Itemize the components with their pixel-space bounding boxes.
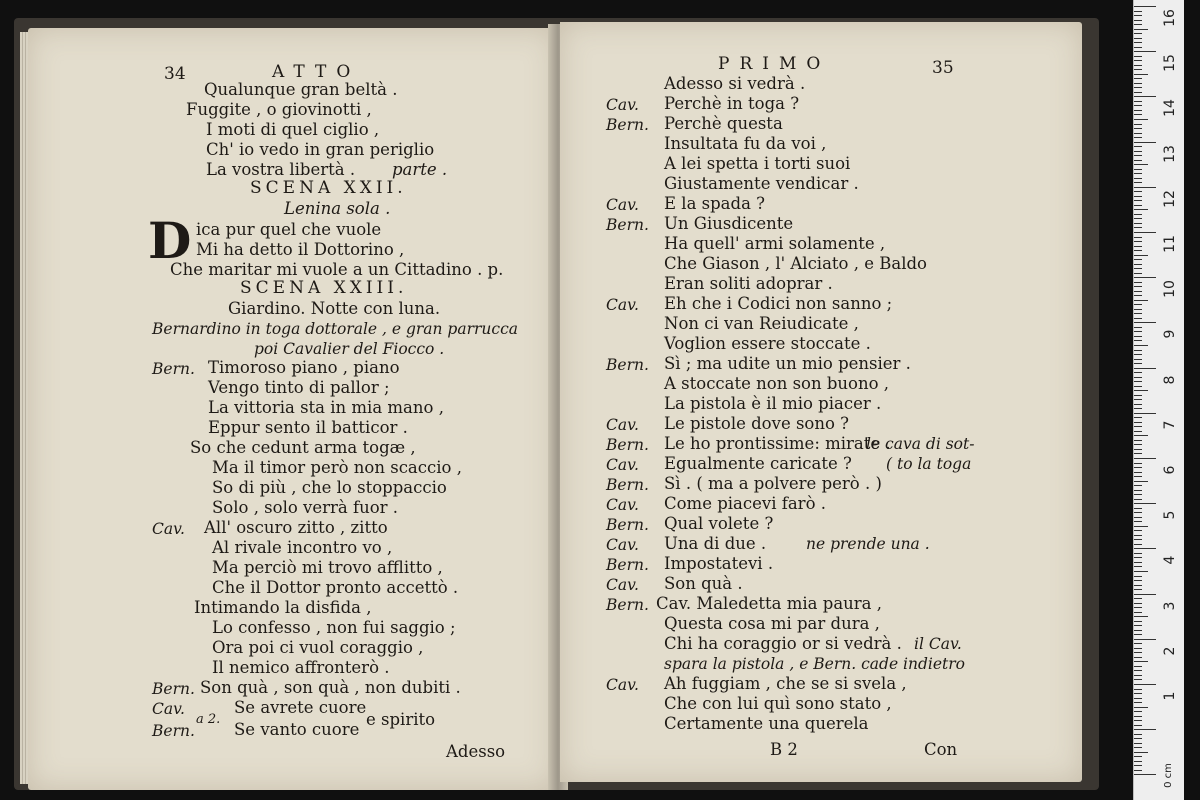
- ruler-tick: [1134, 395, 1142, 396]
- running-header-left: ATTO: [272, 62, 361, 82]
- stage-note: ne prende una .: [806, 535, 930, 553]
- verse-line: Qual volete ?: [664, 514, 774, 533]
- ruler-tick: [1134, 92, 1142, 93]
- ruler-tick: [1134, 625, 1142, 626]
- ruler-tick: [1134, 205, 1142, 206]
- ruler-tick: [1134, 734, 1142, 735]
- ruler-tick: [1134, 426, 1142, 427]
- ruler-tick: [1134, 327, 1142, 328]
- ruler-tick: [1134, 639, 1156, 640]
- speaker-label: Bern.: [606, 556, 649, 574]
- verse-line: La vittoria sta in mia mano ,: [208, 398, 444, 417]
- ruler-tick: [1134, 246, 1142, 247]
- ruler-tick: [1134, 29, 1148, 30]
- ruler-tick: [1134, 594, 1156, 595]
- speaker-label: Cav.: [152, 520, 185, 538]
- ruler-tick: [1134, 463, 1142, 464]
- ruler-tick: [1134, 96, 1156, 97]
- ruler-tick: [1134, 295, 1142, 296]
- verse-line: Che con lui quì sono stato ,: [664, 694, 892, 713]
- ruler-tick: [1134, 576, 1142, 577]
- ruler-tick: [1134, 187, 1156, 188]
- verse-line: Adesso si vedrà .: [664, 74, 806, 93]
- verse-line: So di più , che lo stoppaccio: [212, 478, 447, 497]
- ruler-tick: [1134, 675, 1142, 676]
- ruler-tick: [1134, 182, 1142, 183]
- ruler-tick: [1134, 517, 1142, 518]
- ruler-tick: [1134, 481, 1148, 482]
- ruler-tick: [1134, 499, 1142, 500]
- ruler-tick: [1134, 268, 1142, 269]
- ruler-tick: [1134, 553, 1142, 554]
- ruler-tick: [1134, 530, 1142, 531]
- speaker-label: Cav.: [606, 676, 639, 694]
- ruler-tick: [1134, 345, 1148, 346]
- verse-line: Ma perciò mi trovo afflitto ,: [212, 558, 443, 577]
- verse-line: Sì ; ma udite un mio pensier .: [664, 354, 911, 373]
- ruler-tick: [1134, 634, 1142, 635]
- speaker-label: Cav.: [606, 576, 639, 594]
- ruler-tick: [1134, 322, 1156, 323]
- verse-line: Un Giusdicente: [664, 214, 794, 233]
- ruler-tick: [1134, 580, 1142, 581]
- ruler-tick: [1134, 173, 1142, 174]
- ruler-number: 14: [1162, 99, 1178, 118]
- verse-line: Timoroso piano , piano: [208, 358, 400, 377]
- ruler-tick: [1134, 336, 1142, 337]
- ruler-tick: [1134, 214, 1142, 215]
- ruler-tick: [1134, 6, 1156, 7]
- ruler-number: 16: [1162, 9, 1178, 27]
- ruler-tick: [1134, 621, 1142, 622]
- ruler-tick: [1134, 20, 1142, 21]
- ruler-tick: [1134, 255, 1148, 256]
- verse-line: Vengo tinto di pallor ;: [208, 378, 390, 397]
- ruler-tick: [1134, 413, 1156, 414]
- verse-line: La pistola è il mio piacer .: [664, 394, 882, 413]
- verse-line: Il nemico affronterò .: [212, 658, 390, 677]
- ruler-tick: [1134, 607, 1142, 608]
- ruler-tick: [1134, 340, 1142, 341]
- verse-line: Una di due .: [664, 534, 767, 553]
- ruler-tick: [1134, 494, 1142, 495]
- drop-cap: D: [148, 211, 192, 270]
- ruler-tick: [1134, 146, 1142, 147]
- ruler-tick: [1134, 232, 1156, 233]
- verse-line: All' oscuro zitto , zitto: [204, 518, 388, 537]
- speaker-label: Bern.: [606, 516, 649, 534]
- ruler-tick: [1134, 774, 1156, 775]
- verse-line: Eppur sento il batticor .: [208, 418, 408, 437]
- verse-line: A stoccate non son buono ,: [664, 374, 890, 393]
- verse-line: E la spada ?: [664, 194, 766, 213]
- verse-line: Son quà .: [664, 574, 743, 593]
- speaker-label: Cav.: [152, 700, 185, 718]
- ruler-tick: [1134, 544, 1142, 545]
- verse-line: A lei spetta i torti suoi: [664, 154, 851, 173]
- ruler-tick: [1134, 241, 1142, 242]
- ruler-tick: [1134, 331, 1142, 332]
- ruler-tick: [1134, 178, 1142, 179]
- ruler-tick: [1134, 350, 1142, 351]
- verse-line: Ha quell' armi solamente ,: [664, 234, 886, 253]
- ruler-tick: [1134, 105, 1142, 106]
- verse-line: ica pur quel che vuole: [196, 220, 382, 239]
- ruler-tick: [1134, 60, 1142, 61]
- ruler-tick: [1134, 661, 1148, 662]
- ruler-tick: [1134, 657, 1142, 658]
- verse-line: Son quà , son quà , non dubiti .: [200, 678, 461, 697]
- ruler-tick: [1134, 566, 1142, 567]
- speaker-label: Cav.: [606, 196, 639, 214]
- ruler-tick: [1134, 209, 1148, 210]
- ruler-tick: [1134, 702, 1142, 703]
- ruler-tick: [1134, 372, 1142, 373]
- stage-direction: poi Cavalier del Fiocco .: [254, 340, 445, 358]
- ruler-number: 5: [1162, 510, 1178, 520]
- right-page: [560, 22, 1082, 782]
- ruler-tick: [1134, 684, 1156, 685]
- ruler-tick: [1134, 765, 1142, 766]
- ruler-tick: [1134, 548, 1156, 549]
- ruler-tick: [1134, 571, 1148, 572]
- ruler-tick: [1134, 309, 1142, 310]
- ruler-tick: [1134, 237, 1142, 238]
- verse-line: I moti di quel ciglio ,: [206, 120, 380, 139]
- speaker-label: Bern.: [606, 216, 649, 234]
- ruler-number: 15: [1162, 54, 1178, 73]
- stage-note: parte .: [392, 160, 448, 179]
- stage-direction: spara la pistola , e Bern. cade indietro: [664, 655, 966, 673]
- ruler-tick: [1134, 557, 1142, 558]
- ruler-tick: [1134, 223, 1142, 224]
- ruler-number: 7: [1162, 420, 1178, 430]
- ruler-tick: [1134, 399, 1142, 400]
- speaker-label: Bern.: [152, 360, 195, 378]
- verse-line: Le pistole dove sono ?: [664, 414, 850, 433]
- ruler-tick: [1134, 38, 1142, 39]
- ruler-tick: [1134, 431, 1142, 432]
- ruler-tick: [1134, 291, 1142, 292]
- ruler-tick: [1134, 729, 1156, 730]
- ruler-tick: [1134, 259, 1142, 260]
- verse-line: Eh che i Codici non sanno ;: [664, 294, 893, 313]
- stage-note: ( to la toga: [886, 455, 972, 473]
- ruler-tick: [1134, 512, 1142, 513]
- ruler-number: 12: [1162, 189, 1178, 208]
- ruler-tick: [1134, 770, 1142, 771]
- ruler-tick: [1134, 15, 1142, 16]
- ruler-tick: [1134, 585, 1142, 586]
- ruler-tick: [1134, 693, 1142, 694]
- ruler-tick: [1134, 648, 1142, 649]
- ruler-tick: [1134, 643, 1142, 644]
- ruler-tick: [1134, 114, 1142, 115]
- ruler-tick: [1134, 408, 1142, 409]
- ruler-tick: [1134, 652, 1142, 653]
- ruler-tick: [1134, 720, 1142, 721]
- ruler-tick: [1134, 78, 1142, 79]
- speaker-label: Bern.: [606, 436, 649, 454]
- ruler-tick: [1134, 616, 1148, 617]
- ruler-tick: [1134, 169, 1142, 170]
- speaker-label: Bern.: [606, 476, 649, 494]
- ruler-tick: [1134, 449, 1142, 450]
- verse-line: Intimando la disfida ,: [194, 598, 372, 617]
- ruler-tick: [1134, 87, 1142, 88]
- ruler-tick: [1134, 453, 1142, 454]
- ruler-tick: [1134, 11, 1142, 12]
- ruler-tick: [1134, 472, 1142, 473]
- scene-subheading: Lenina sola .: [284, 199, 391, 218]
- ruler-unit-label: 0 cm: [1162, 763, 1174, 788]
- ruler-tick: [1134, 151, 1142, 152]
- ruler-tick: [1134, 286, 1142, 287]
- verse-line: Ma il timor però non scaccio ,: [212, 458, 462, 477]
- ruler-tick: [1134, 273, 1142, 274]
- ruler-tick: [1134, 535, 1142, 536]
- ruler-tick: [1134, 490, 1142, 491]
- ruler-number: 13: [1162, 144, 1178, 163]
- speaker-label: Bern.: [606, 596, 649, 614]
- ruler-tick: [1134, 435, 1148, 436]
- ruler-tick: [1134, 33, 1142, 34]
- verse-line: Impostatevi .: [664, 554, 774, 573]
- ruler-tick: [1134, 124, 1142, 125]
- ruler-tick: [1134, 440, 1142, 441]
- ruler-tick: [1134, 476, 1142, 477]
- stage-note: le cava di sot-: [866, 435, 975, 453]
- ruler-tick: [1134, 589, 1142, 590]
- ruler-tick: [1134, 359, 1142, 360]
- scene-heading: SCENA XXIII.: [240, 278, 408, 298]
- ruler-tick: [1134, 277, 1156, 278]
- verse-line: Giustamente vendicar .: [664, 174, 859, 193]
- ruler-tick: [1134, 69, 1142, 70]
- verse-line: Ch' io vedo in gran periglio: [206, 140, 435, 159]
- ruler-tick: [1134, 747, 1142, 748]
- ruler-tick: [1134, 74, 1148, 75]
- ruler-tick: [1134, 679, 1142, 680]
- ruler-tick: [1134, 630, 1142, 631]
- verse-line: Come piacevi farò .: [664, 494, 826, 513]
- ruler-tick: [1134, 503, 1156, 504]
- verse-line: Chi ha coraggio or si vedrà .: [664, 634, 902, 653]
- ruler-number: 2: [1162, 646, 1178, 656]
- ruler-tick: [1134, 128, 1142, 129]
- ruler-tick: [1134, 386, 1142, 387]
- verse-line: Le ho prontissime: mirate .: [664, 434, 891, 453]
- verse-line: Perchè in toga ?: [664, 94, 800, 113]
- ruler-tick: [1134, 313, 1142, 314]
- ruler-tick: [1134, 390, 1148, 391]
- page-number-right: 35: [932, 58, 954, 78]
- speaker-label: Cav.: [606, 456, 639, 474]
- ruler-tick: [1134, 598, 1142, 599]
- ruler-tick: [1134, 47, 1142, 48]
- ruler-tick: [1134, 539, 1142, 540]
- ruler-tick: [1134, 160, 1142, 161]
- ruler-tick: [1134, 444, 1142, 445]
- ruler-tick: [1134, 318, 1142, 319]
- ruler-tick: [1134, 137, 1142, 138]
- ruler-tick: [1134, 155, 1142, 156]
- verse-line: Mi ha detto il Dottorino ,: [196, 240, 405, 259]
- speaker-label: Cav.: [606, 416, 639, 434]
- verse-line: e spirito: [366, 710, 436, 729]
- verse-line: Che Giason , l' Alciato , e Baldo: [664, 254, 927, 273]
- ruler-tick: [1134, 65, 1142, 66]
- ruler-tick: [1134, 756, 1142, 757]
- ruler-tick: [1134, 142, 1156, 143]
- ruler-number: 10: [1162, 280, 1178, 299]
- catchword: Adesso: [446, 742, 506, 761]
- ruler-tick: [1134, 603, 1142, 604]
- ruler-number: 9: [1162, 329, 1178, 339]
- ruler-tick: [1134, 377, 1142, 378]
- ruler-tick: [1134, 133, 1142, 134]
- ruler-tick: [1134, 218, 1142, 219]
- stage-direction: Bernardino in toga dottorale , e gran parrucca: [152, 320, 518, 338]
- verse-line: Cav. Maledetta mia paura ,: [656, 594, 883, 613]
- scene-heading: SCENA XXII.: [250, 178, 407, 198]
- speaker-label: Cav.: [606, 96, 639, 114]
- speaker-label: Bern.: [606, 356, 649, 374]
- scene-subheading: Giardino. Notte con luna.: [228, 299, 441, 318]
- ruler-tick: [1134, 666, 1142, 667]
- ruler-tick: [1134, 738, 1142, 739]
- verse-line: Fuggite , o giovinotti ,: [186, 100, 372, 119]
- catchword: Con: [924, 740, 958, 759]
- verse-line: Perchè questa: [664, 114, 783, 133]
- ruler-tick: [1134, 711, 1142, 712]
- verse-line: Ah fuggiam , che se si svela ,: [664, 674, 907, 693]
- ruler-tick: [1134, 282, 1142, 283]
- verse-line: Qualunque gran beltà .: [204, 80, 398, 99]
- verse-line: Se vanto cuore: [234, 720, 360, 739]
- ruler-tick: [1134, 725, 1142, 726]
- ruler-tick: [1134, 521, 1142, 522]
- speaker-label: Cav.: [606, 496, 639, 514]
- verse-line: Eran soliti adoprar .: [664, 274, 833, 293]
- verse-line: So che cedunt arma togæ ,: [190, 438, 416, 457]
- ruler-tick: [1134, 689, 1142, 690]
- ruler-tick: [1134, 191, 1142, 192]
- ruler-number: 8: [1162, 375, 1178, 385]
- measurement-ruler: [1133, 0, 1184, 800]
- running-header-right: PRIMO: [718, 54, 831, 74]
- ruler-tick: [1134, 51, 1156, 52]
- ruler-tick: [1134, 300, 1148, 301]
- speaker-label: Bern.: [152, 722, 195, 740]
- verse-line: Sì . ( ma a polvere però . ): [664, 474, 882, 493]
- ruler-tick: [1134, 368, 1156, 369]
- ruler-tick: [1134, 250, 1142, 251]
- ruler-tick: [1134, 110, 1142, 111]
- verse-line: Al rivale incontro vo ,: [212, 538, 393, 557]
- ruler-tick: [1134, 562, 1142, 563]
- ruler-tick: [1134, 698, 1142, 699]
- ruler-tick: [1134, 56, 1142, 57]
- ruler-tick: [1134, 227, 1142, 228]
- duet-marker: a 2.: [196, 712, 221, 727]
- stage-note: il Cav.: [914, 635, 962, 653]
- ruler-tick: [1134, 417, 1142, 418]
- speaker-label: Cav.: [606, 296, 639, 314]
- ruler-tick: [1134, 264, 1142, 265]
- ruler-tick: [1134, 526, 1148, 527]
- verse-line: Se avrete cuore: [234, 698, 367, 717]
- ruler-tick: [1134, 24, 1142, 25]
- signature-mark: B 2: [770, 740, 798, 759]
- page-number-left: 34: [164, 64, 186, 84]
- ruler-tick: [1134, 707, 1148, 708]
- ruler-tick: [1134, 119, 1148, 120]
- ruler-number: 6: [1162, 465, 1178, 475]
- verse-line: Non ci van Reiudicate ,: [664, 314, 859, 333]
- ruler-tick: [1134, 612, 1142, 613]
- ruler-number: 4: [1162, 555, 1178, 565]
- ruler-tick: [1134, 196, 1142, 197]
- ruler-tick: [1134, 381, 1142, 382]
- verse-line: Che maritar mi vuole a un Cittadino . p.: [170, 260, 504, 279]
- ruler-tick: [1134, 670, 1142, 671]
- ruler-tick: [1134, 200, 1142, 201]
- ruler-tick: [1134, 761, 1142, 762]
- ruler-tick: [1134, 716, 1142, 717]
- ruler-tick: [1134, 164, 1148, 165]
- ruler-tick: [1134, 42, 1142, 43]
- ruler-tick: [1134, 508, 1142, 509]
- ruler-number: 1: [1162, 691, 1178, 701]
- ruler-tick: [1134, 354, 1142, 355]
- verse-line: Questa cosa mi par dura ,: [664, 614, 880, 633]
- ruler-tick: [1134, 743, 1142, 744]
- ruler-tick: [1134, 304, 1142, 305]
- ruler-tick: [1134, 83, 1142, 84]
- speaker-label: Cav.: [606, 536, 639, 554]
- ruler-tick: [1134, 101, 1142, 102]
- ruler-tick: [1134, 404, 1142, 405]
- verse-line: Egualmente caricate ?: [664, 454, 852, 473]
- ruler-tick: [1134, 752, 1148, 753]
- verse-line: Solo , solo verrà fuor .: [212, 498, 399, 517]
- verse-line: Ora poi ci vuol coraggio ,: [212, 638, 424, 657]
- speaker-label: Bern.: [152, 680, 195, 698]
- verse-line: Voglion essere stoccate .: [664, 334, 871, 353]
- verse-line: Lo confesso , non fui saggio ;: [212, 618, 456, 637]
- speaker-label: Bern.: [606, 116, 649, 134]
- ruler-tick: [1134, 458, 1156, 459]
- ruler-tick: [1134, 422, 1142, 423]
- verse-line: Insultata fu da voi ,: [664, 134, 827, 153]
- verse-line: Che il Dottor pronto accettò .: [212, 578, 459, 597]
- ruler-tick: [1134, 485, 1142, 486]
- ruler-tick: [1134, 467, 1142, 468]
- ruler-number: 11: [1162, 235, 1178, 253]
- ruler-number: 3: [1162, 601, 1178, 611]
- left-page: [28, 28, 556, 790]
- verse-line: Certamente una querela: [664, 714, 869, 733]
- verse-line: La vostra libertà .: [206, 160, 356, 179]
- ruler-tick: [1134, 363, 1142, 364]
